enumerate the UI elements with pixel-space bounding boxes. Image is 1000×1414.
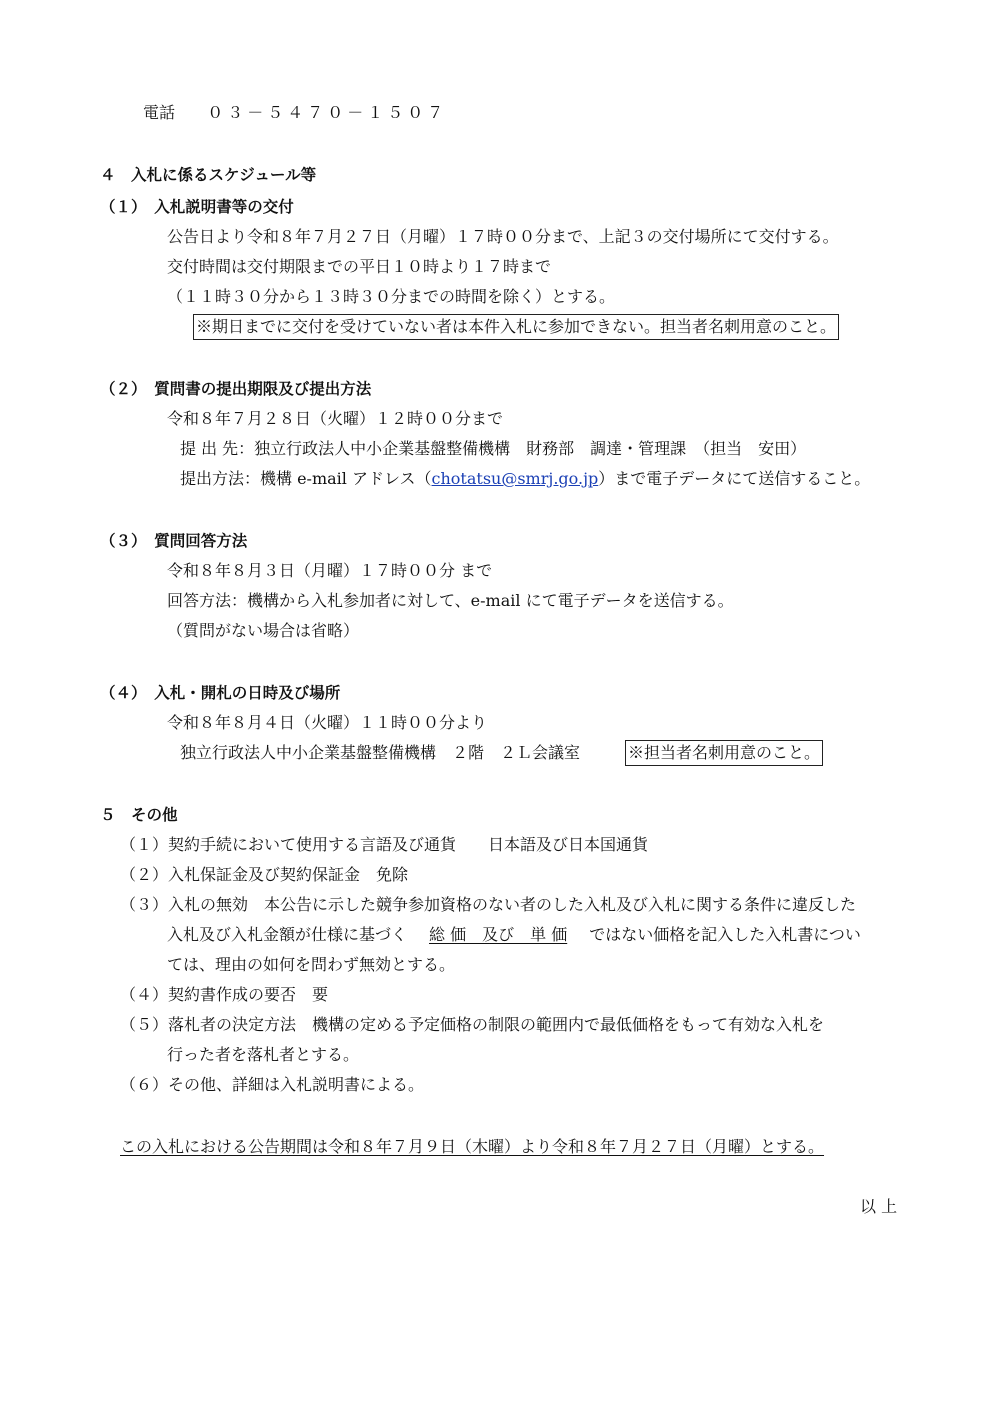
other-item-3-line-2 — [167, 924, 861, 946]
issuance-period: 公告日より令和８年７月２７日（月曜）１７時００分まで、上記３の交付場所にて交付する。 — [167, 227, 839, 246]
opening-note: ※担当者名刺用意のこと。 — [625, 740, 823, 766]
issuance-exclusion: （１１時３０分から１３時３０分までの時間を除く）とする。 — [167, 287, 616, 306]
email-link[interactable]: chotatsu@smrj.go.jp — [431, 469, 599, 488]
issuance-hours: 交付時間は交付期限までの平日１０時より１７時まで — [167, 257, 552, 276]
other-item-1: （１）契約手続において使用する言語及び通貨 日本語及び日本国通貨 — [120, 835, 649, 854]
opening-datetime: 令和８年８月４日（火曜）１１時００分より — [167, 713, 488, 732]
question-deadline: 令和８年７月２８日（火曜）１２時００分まで — [167, 409, 504, 428]
question-method-prefix: 提出方法：機構 e-mail アドレス（ — [180, 469, 432, 488]
other-item-3-line-1: （３）入札の無効 本公告に示した競争参加資格のない者のした入札及び入札に関する条件に違反した — [120, 895, 857, 914]
phone-label: 電話 — [143, 103, 176, 122]
closing-mark: 以 上 — [860, 1197, 898, 1216]
answer-method: 回答方法：機構から入札参加者に対して、e-mail にて電子データを送信する。 — [167, 591, 734, 610]
question-method-suffix: ）まで電子データにて送信すること。 — [598, 469, 871, 488]
other-item-4: （４）契約書作成の要否 要 — [120, 985, 329, 1004]
section-4-title: ４ 入札に係るスケジュール等 — [100, 166, 317, 184]
phone-line — [143, 102, 447, 124]
issuance-note: ※期日までに交付を受けていない者は本件入札に参加できない。担当者名刺用意のこと。 — [193, 314, 839, 340]
answer-note: （質問がない場合は省略） — [167, 621, 360, 640]
other-item-6: （６）その他、詳細は入札説明書による。 — [120, 1075, 425, 1094]
total-and-unit-price: 総 価 及び 単 価 — [429, 925, 568, 944]
section-4-2-title: （２） 質問書の提出期限及び提出方法 — [100, 380, 372, 398]
section-5-title: ５ その他 — [100, 806, 178, 824]
section-4-3-title: （３） 質問回答方法 — [100, 532, 248, 550]
answer-deadline: 令和８年８月３日（月曜）１７時００分 まで — [167, 561, 493, 580]
other-item-3-text-post: ではない価格を記入した入札書につい — [589, 925, 861, 944]
other-item-5-line-1: （５）落札者の決定方法 機構の定める予定価格の制限の範囲内で最低価格をもって有効な入札を — [120, 1015, 825, 1034]
section-4-1-title: （１） 入札説明書等の交付 — [100, 198, 294, 216]
other-item-3-text-pre: 入札及び入札金額が仕様に基づく — [167, 925, 408, 944]
section-4-4-title: （４） 入札・開札の日時及び場所 — [100, 684, 341, 702]
other-item-5-line-2: 行った者を落札者とする。 — [167, 1045, 360, 1064]
question-destination: 提 出 先：独立行政法人中小企業基盤整備機構 財務部 調達・管理課 （担当 安田） — [180, 439, 807, 458]
phone-number: ０３－５４７０－１５０７ — [207, 103, 448, 122]
other-item-2: （２）入札保証金及び契約保証金 免除 — [120, 865, 409, 884]
announcement-period: この入札における公告期間は令和８年７月９日（木曜）より令和８年７月２７日（月曜）とする。 — [120, 1137, 825, 1156]
opening-place: 独立行政法人中小企業基盤整備機構 ２階 ２Ｌ会議室 — [180, 743, 581, 762]
question-method — [180, 468, 870, 490]
other-item-3-line-3: ては、理由の如何を問わず無効とする。 — [167, 955, 456, 974]
